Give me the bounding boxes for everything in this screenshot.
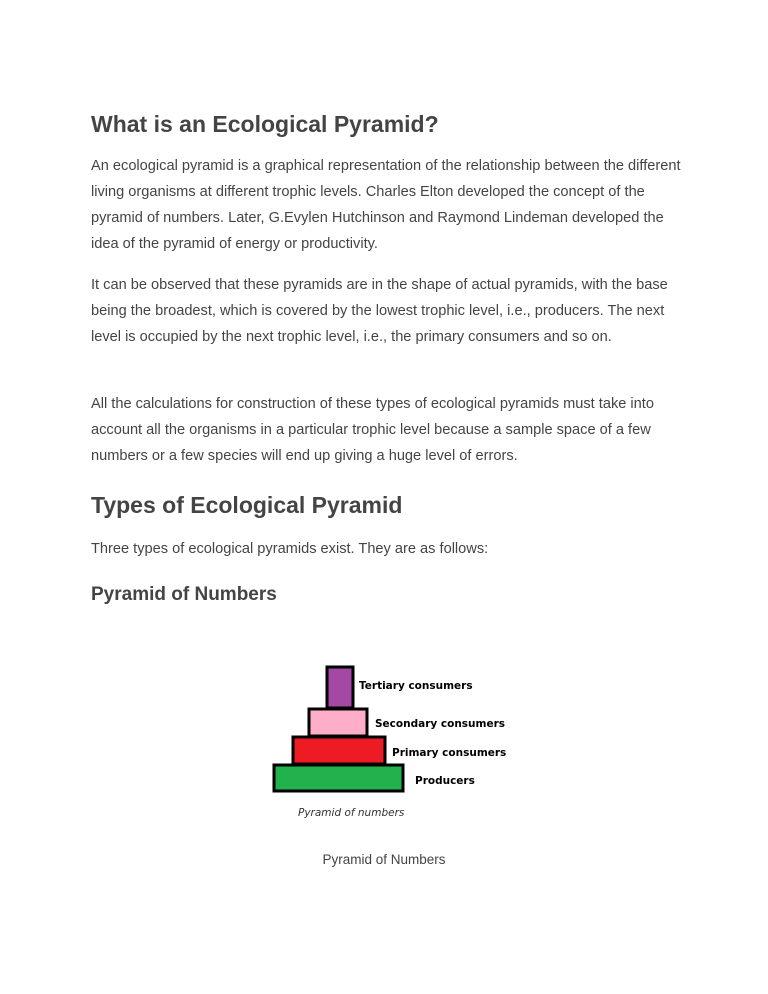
figure-caption: Pyramid of Numbers — [322, 852, 446, 867]
level-primary-label: Primary consumers — [392, 747, 507, 759]
paragraph-intro: An ecological pyramid is a graphical representation of the relationship between the different living organisms at different trophic levels. Charles Elton developed the concept of the pyramid of numbers. Later, G.Evylen Hutchinson and Raymond Lindeman developed the idea of the pyramid of energy or productivity. — [91, 158, 681, 252]
level-producers-label: Producers — [415, 775, 475, 787]
level-secondary-label: Secondary consumers — [375, 718, 506, 730]
level-producers-block — [274, 765, 403, 791]
section-heading-types: Types of Ecological Pyramid — [91, 492, 403, 518]
article — [91, 104, 681, 144]
paragraph-types-intro: Three types of ecological pyramids exist. They are as follows: — [91, 541, 489, 557]
paragraph-shape: It can be observed that these pyramids are in the shape of actual pyramids, with the base being the broadest, which is covered by the lowest trophic level, i.e., producers. The next level is occupied by the next trophic level, i.e., the primary consumers and so on. — [91, 277, 668, 345]
level-secondary-block — [309, 709, 367, 736]
level-tertiary-block — [327, 667, 353, 708]
level-tertiary-label: Tertiary consumers — [359, 680, 473, 692]
subheading-pyramid-of-numbers: Pyramid of Numbers — [91, 584, 277, 605]
figure-inner-caption: Pyramid of numbers — [298, 807, 405, 819]
section-heading-ecological-pyramid: What is an Ecological Pyramid? — [91, 111, 439, 137]
paragraph-calculations: All the calculations for construction of these types of ecological pyramids must take into account all the organisms in a particular trophic level because a sample space of a few numbers or a few species will end up giving a huge level of errors. — [91, 396, 654, 464]
level-primary-block — [293, 737, 385, 764]
